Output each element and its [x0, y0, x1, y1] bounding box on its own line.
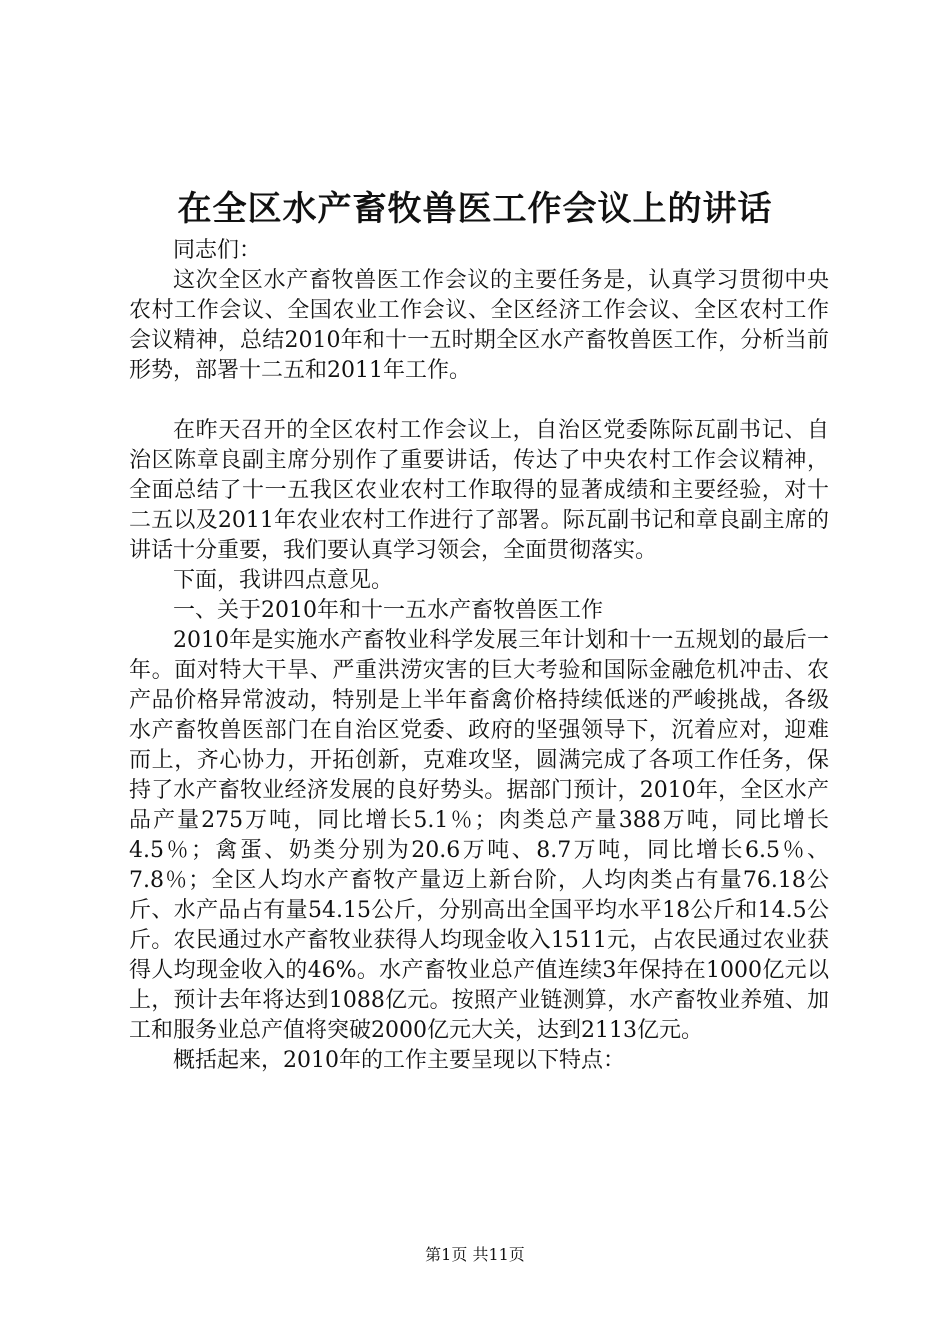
document-body: [129, 236, 829, 1076]
paragraph-summary-lead: 概括起来，2010年的工作主要呈现以下特点：: [173, 1048, 625, 1073]
section-heading-1: 一、关于2010年和十一五水产畜牧兽医工作: [173, 598, 603, 623]
document-title: 在全区水产畜牧兽医工作会议上的讲话: [177, 189, 773, 229]
paragraph-outline: 下面，我讲四点意见。: [173, 568, 394, 593]
salutation: 同志们：: [173, 238, 262, 263]
paragraph-intro: 这次全区水产畜牧兽医工作会议的主要任务是，认真学习贯彻中央农村工作会议、全国农业工作会议、全区经济工作会议、全区农村工作会议精神，总结2010年和十一五时期全区水产畜牧兽医工作，分析当前形势，部署十二五和2011年工作。: [129, 268, 829, 383]
page-number-footer: 第1页 共11页: [425, 1245, 525, 1264]
paragraph-meeting-recap: 在昨天召开的全区农村工作会议上，自治区党委陈际瓦副书记、自治区陈章良副主席分别作了重要讲话，传达了中央农村工作会议精神，全面总结了十一五我区农业农村工作取得的显著成绩和主要经验，对十二五以及2011年农业农村工作进行了部署。际瓦副书记和章良副主席的讲话十分重要，我们要认真学习领会，全面贯彻落实。: [129, 418, 829, 563]
paragraph-2010-review: 2010年是实施水产畜牧业科学发展三年计划和十一五规划的最后一年。面对特大干旱、严重洪涝灾害的巨大考验和国际金融危机冲击、农产品价格异常波动，特别是上半年畜禽价格持续低迷的严峻挑战，各级水产畜牧兽医部门在自治区党委、政府的坚强领导下，沉着应对，迎难而上，齐心协力，开拓创新，克难攻坚，圆满完成了各项工作任务，保持了水产畜牧业经济发展的良好势头。据部门预计，2010年，全区水产品产量275万吨，同比增长5.1％；肉类总产量388万吨，同比增长4.5％；禽蛋、奶类分别为20.6万吨、8.7万吨，同比增长6.5％、7.8％；全区人均水产畜牧产量迈上新台阶，人均肉类占有量76.18公斤、水产品占有量54.15公斤，分别高出全国平均水平18公斤和14.5公斤。农民通过水产畜牧业获得人均现金收入1511元，占农民通过农业获得人均现金收入的46%。水产畜牧业总产值连续3年保持在1000亿元以上，预计去年将达到1088亿元。按照产业链测算，水产畜牧业养殖、加工和服务业总产值将突破2000亿元大关，达到2113亿元。: [129, 628, 829, 1043]
